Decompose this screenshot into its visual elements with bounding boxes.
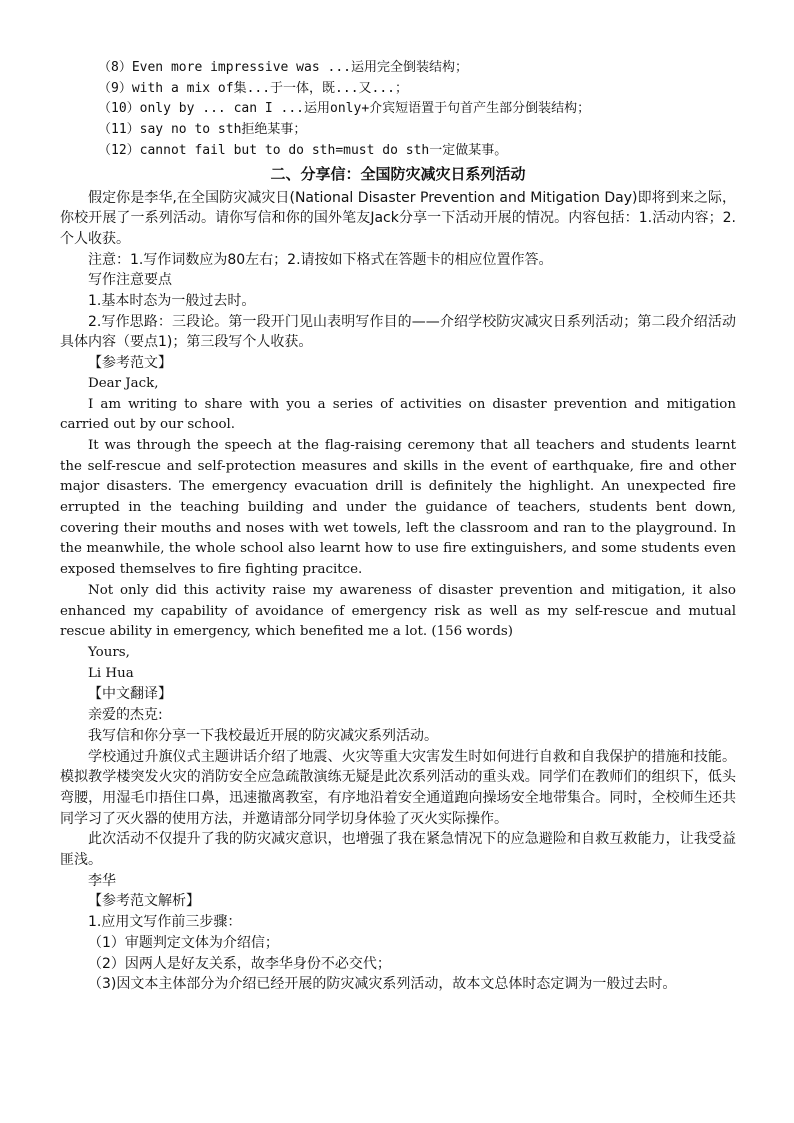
section-title: 二、分享信：全国防灾减灾日系列活动 xyxy=(270,164,526,183)
analysis-heading: 【参考范文解析】 xyxy=(88,893,200,910)
sample-paragraph-1: I am writing to share with you a series of activities on disaster prevention and mitigation carried out by our school. xyxy=(60,396,736,433)
note-line-9: （9）with a mix of集...于一体，既...又...； xyxy=(98,80,409,96)
translation-greeting: 亲爱的杰克: xyxy=(88,707,163,724)
tips-title: 写作注意要点 xyxy=(88,272,172,289)
analysis-step-1: （1）审题判定文体为介绍信； xyxy=(88,934,279,951)
translation-paragraph-1: 我写信和你分享一下我校最近开展的防灾减灾系列活动。 xyxy=(88,727,438,744)
translation-signature: 李华 xyxy=(88,872,116,889)
analysis-step-2: （2）因两人是好友关系，故李华身份不必交代； xyxy=(88,955,391,972)
note-line-11: （11）say no to sth拒绝某事； xyxy=(98,122,307,138)
analysis-step-3: （3)因文本主体部分为介绍已经开展的防灾减灾系列活动，故本文总体时态定调为一般过去时。 xyxy=(88,976,677,993)
translation-paragraph-2: 学校通过升旗仪式主题讲话介绍了地震、火灾等重大灾害发生时如何进行自救和自我保护的措施和技能。模拟教学楼突发火灾的消防安全应急疏散演练无疑是此次系列活动的重头戏。同学们在教师们的组织下，低头弯腰，用湿毛巾捂住口鼻，迅速撤离教室，有序地沿着安全通道跑向操场安全地带集合。同时，全校师生还共同学习了灭火器的使用方法，并邀请部分同学切身体验了灭火实际操作。 xyxy=(60,748,736,827)
sample-heading: 【参考范文】 xyxy=(88,355,172,372)
tip-1: 1.基本时态为一般过去时。 xyxy=(88,293,256,310)
tip-2: 2.写作思路：三段论。第一段开门见山表明写作目的——介绍学校防灾减灾日系列活动；第二段介绍活动具体内容（要点1)；第三段写个人收获。 xyxy=(60,313,736,351)
translation-paragraph-3: 此次活动不仅提升了我的防灾减灾意识，也增强了我在紧急情况下的应急避险和自救互救能力，让我受益匪浅。 xyxy=(60,831,736,869)
sample-greeting: Dear Jack, xyxy=(88,375,159,391)
sample-signature: Li Hua xyxy=(88,665,134,681)
sample-paragraph-3: Not only did this activity raise my awareness of disaster prevention and mitigation, it also enhanced my capability of avoidance of emergency risk as well as my self-rescue and mutual rescue ability in emergency, which benefited me a lot. (156 words) xyxy=(60,582,736,640)
document-page xyxy=(60,58,736,995)
note-line-10: （10）only by ... can I ...运用only+介宾短语置于句首产生部分倒装结构； xyxy=(98,101,591,117)
sample-closing: Yours, xyxy=(88,644,130,660)
note-line-8: （8）Even more impressive was ...运用完全倒装结构； xyxy=(98,60,468,75)
translation-heading: 【中文翻译】 xyxy=(88,686,172,703)
prompt-intro: 假定你是李华,在全国防灾减灾日(National Disaster Prevention and Mitigation Day)即将到来之际，你校开展了一系列活动。请你写信和你的国外笔友Jack分享一下活动开展的情况。内容包括：1.活动内容；2.个人收获。 xyxy=(60,189,736,247)
prompt-note: 注意：1.写作词数应为80左右；2.请按如下格式在答题卡的相应位置作答。 xyxy=(88,251,553,268)
sample-paragraph-2: It was through the speech at the flag-raising ceremony that all teachers and students learnt the self-rescue and self-protection measures and skills in the event of earthquake, fire and other major disasters. The emergency evacuation drill is definitely the highlight. An unexpected fire errupted in the teaching building and under the guidance of teachers, students bent down, covering their mouths and noses with wet towels, left the classroom and ran to the playground. In the meanwhile, the whole school also learnt how to use fire extinguishers, and some students even exposed themselves to fire fighting pracitce. xyxy=(60,437,736,578)
note-line-12: （12）cannot fail but to do sth=must do sth一定做某事。 xyxy=(98,142,508,158)
analysis-step-title: 1.应用文写作前三步骤： xyxy=(88,914,242,931)
